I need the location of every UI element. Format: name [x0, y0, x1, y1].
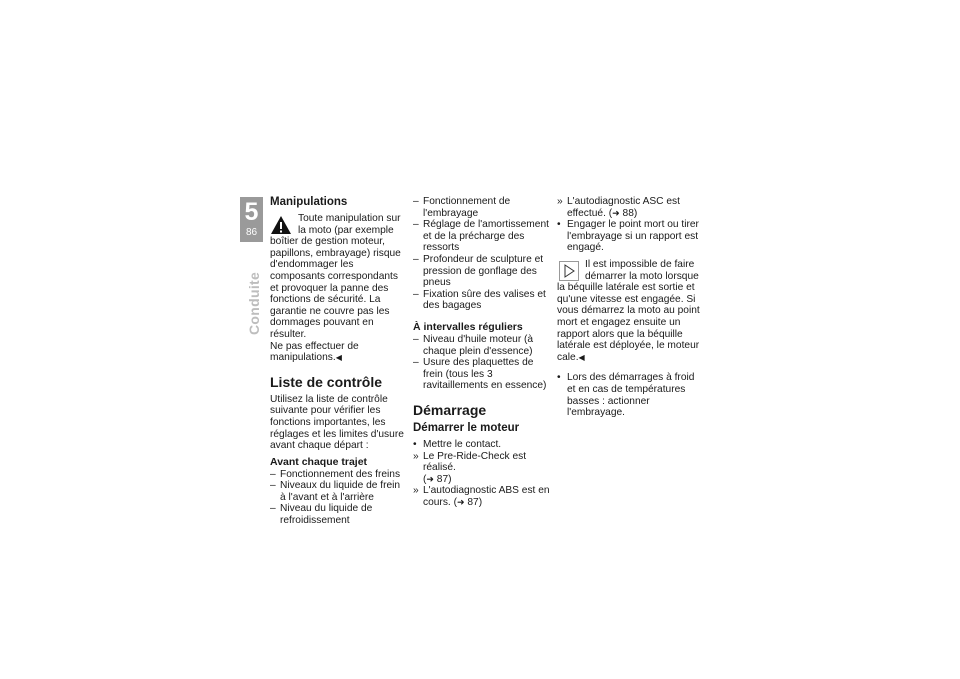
list-item: • Engager le point mort ou tirer l'embrayage si un rapport est engagé.	[557, 219, 702, 254]
subsection-title-intervals: À intervalles réguliers	[413, 320, 523, 333]
list-item: • Lors des démarrages à froid et en cas de températures basses : actionner l'embrayage.	[557, 372, 702, 418]
list-item: – Niveaux du liquide de frein à l'avant et à l'arrière	[270, 480, 406, 503]
note-triangle-icon	[559, 261, 579, 281]
warning-block	[270, 213, 406, 364]
subsection-title-start-engine: Démarrer le moteur	[413, 421, 520, 434]
column-2	[413, 196, 553, 508]
subsection-title-before-trip: Avant chaque trajet	[270, 455, 368, 468]
page-number: 86	[245, 227, 258, 238]
chapter-tab	[240, 197, 263, 242]
list-item: » L'autodiagnostic ABS est en cours. (➜ 87)	[413, 485, 553, 508]
list-item: – Usure des plaquettes de frein (tous les 3 ravitaillements en essence)	[413, 357, 553, 392]
before-trip-list	[270, 469, 406, 527]
list-item: – Réglage de l'amortissement et de la précharge des ressorts	[413, 219, 553, 254]
warning-triangle-icon	[270, 215, 292, 235]
list-item: – Niveau du liquide de refroidissement	[270, 503, 406, 526]
start-steps	[413, 439, 553, 451]
column-3	[557, 196, 702, 419]
before-trip-list-cont	[413, 196, 553, 312]
end-mark-icon: ◀	[335, 353, 342, 363]
chapter-number: 5	[244, 198, 259, 226]
start-steps-cont	[557, 219, 702, 254]
list-item: – Niveau d'huile moteur (à chaque plein d'essence)	[413, 334, 553, 357]
page-ref-arrow-icon: ➜	[612, 207, 620, 218]
checklist-intro: Utilisez la liste de contrôle suivante pour vérifier les fonctions importantes, les réglages et les limites d'usure avant chaque départ :	[270, 393, 404, 452]
section-title-checklist: Liste de contrôle	[270, 373, 383, 390]
page-ref[interactable]: 88)	[622, 207, 638, 219]
section-title-manipulations: Manipulations	[270, 196, 348, 208]
start-results-cont	[557, 196, 702, 219]
list-item: – Fonctionnement des freins	[270, 469, 406, 481]
page-ref[interactable]: 87)	[467, 496, 483, 508]
list-item: – Profondeur de sculpture et pression de gonflage des pneus	[413, 254, 553, 289]
result-text: Le Pre-Ride-Check est réalisé.	[423, 450, 527, 474]
list-item: » Le Pre-Ride-Check est réalisé. (➜ 87)	[413, 451, 553, 486]
intervals-list	[413, 334, 553, 392]
list-item: – Fonctionnement de l'embrayage	[413, 196, 553, 219]
list-item: – Fixation sûre des valises et des bagages	[413, 289, 553, 312]
result-text: L'autodiagnostic ABS est en cours.	[423, 485, 550, 508]
page-ref[interactable]: 87)	[436, 473, 452, 485]
warning-text: Toute manipulation sur la moto (par exemple boîtier de gestion moteur, papillons, embrayage) risque d'endommager les composants correspondants et provoquer la panne des fonctions de sécurité. La garantie ne couvre pas les dommages pouvant en résulter.	[270, 213, 401, 340]
page-ref-arrow-icon: ➜	[426, 473, 434, 484]
section-title-start: Démarrage	[413, 401, 487, 418]
page-ref-arrow-icon: ➜	[456, 496, 465, 507]
note-block	[557, 259, 702, 363]
chapter-title: Conduite	[246, 271, 262, 335]
start-steps-final	[557, 372, 702, 418]
list-item: • Mettre le contact.	[413, 439, 553, 451]
list-item: » L'autodiagnostic ASC est effectué. (➜ 88)	[557, 196, 702, 219]
end-mark-icon: ◀	[578, 352, 585, 362]
start-results	[413, 451, 553, 509]
column-1	[270, 196, 406, 527]
note-text: Il est impossible de faire démarrer la moto lorsque la béquille latérale est sortie et qu'une vitesse est engagée. Si vous démarrez la moto au point mort et engagez ensuite un rapport alors que la béquille latérale est déployée, le moteur cale.	[557, 258, 700, 363]
warning-instruction: Ne pas effectuer de manipulations.	[270, 340, 359, 364]
result-text: L'autodiagnostic ASC est effectué.	[567, 196, 680, 219]
